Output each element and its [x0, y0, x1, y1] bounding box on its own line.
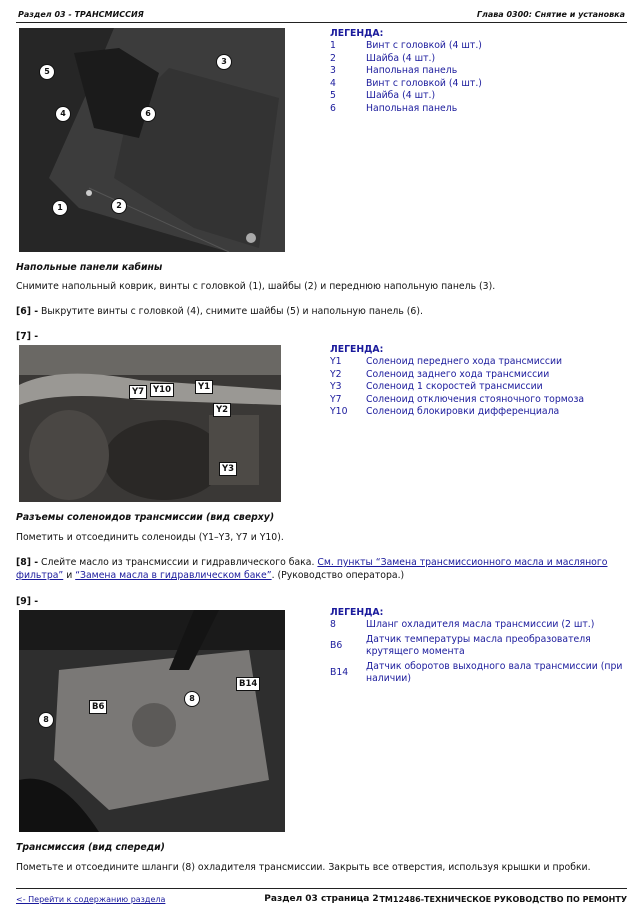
- step-number: [8] -: [16, 557, 39, 568]
- legend-row: Y1 Соленоид переднего хода трансмиссии: [330, 356, 563, 367]
- legend-row: 1 Винт с головкой (4 шт.): [330, 40, 482, 51]
- step-number: [7] -: [16, 331, 39, 342]
- instruction-text: Пометить и отсоединить соленоиды (Y1–Y3, Y7 и Y10).: [16, 532, 284, 543]
- link-transmission-oil[interactable]: См. пункты “Замена трансмиссионного масла и масляного фильтра”: [16, 557, 608, 581]
- legend-row: 4 Винт с головкой (4 шт.): [330, 77, 482, 89]
- transmission-front-photo: [19, 610, 285, 832]
- chapter-title: Глава 0300: Снятие и установка: [476, 10, 625, 19]
- step-7: [16, 330, 627, 343]
- callout-2: 2: [111, 198, 127, 214]
- legend-row: 6 Напольная панель: [330, 102, 458, 114]
- callout-8-right: 8: [184, 691, 200, 707]
- label-y2: Y2: [213, 403, 231, 417]
- step-8: [8] - Слейте масло из трансмиссии и гидравлического бака. См. пункты “Замена трансмиссионного масла и масляного фильтра” и “Замена масла в гидравлическом баке”. (Руководство оператора.): [16, 557, 608, 581]
- step-text: Выкрутите винты с головкой (4), снимите шайбы (5) и напольную панель (6).: [38, 306, 423, 317]
- legend-row: 8 Шланг охладителя масла трансмиссии (2 шт.): [330, 619, 595, 630]
- legend-row: B6 Датчик температуры масла преобразователя крутящего момента: [330, 633, 591, 658]
- legend-figure1: [330, 28, 625, 116]
- manual-title: TM12486-ТЕХНИЧЕСКОЕ РУКОВОДСТВО ПО РЕМОНТУ: [379, 895, 627, 904]
- cab-floor-photo: [19, 28, 285, 252]
- figure2-caption: Разъемы соленоидов трансмиссии (вид сверху): [16, 512, 275, 523]
- step-text: Слейте масло из трансмиссии и гидравлического бака.: [38, 557, 318, 568]
- legend-row: 3 Напольная панель: [330, 65, 458, 77]
- instruction-text: Снимите напольный коврик, винты с головкой (1), шайбы (2) и переднюю напольную панель (3).: [16, 281, 496, 292]
- legend-title: ЛЕГЕНДА:: [330, 28, 384, 39]
- legend-figure2: [330, 344, 625, 419]
- figure1-caption: Напольные панели кабины: [16, 262, 163, 273]
- legend-row: Y2 Соленоид заднего хода трансмиссии: [330, 368, 550, 380]
- legend-figure3: [330, 607, 625, 686]
- label-b6: B6: [89, 700, 107, 714]
- callout-8-left: 8: [38, 712, 54, 728]
- legend-row: 2 Шайба (4 шт.): [330, 52, 436, 64]
- legend-row: Y10 Соленоид блокировки дифференциала: [330, 406, 560, 418]
- legend-title: ЛЕГЕНДА:: [330, 607, 384, 618]
- legend-row: Y3 Соленоид 1 скоростей трансмиссии: [330, 381, 543, 393]
- legend-row: Y7 Соленоид отключения стояночного тормоза: [330, 393, 585, 405]
- callout-4: 4: [55, 106, 71, 122]
- instruction-text: Пометьте и отсоедините шланги (8) охладителя трансмиссии. Закрыть все отверстия, используя крышки и пробки.: [16, 862, 591, 873]
- solenoid-connectors-photo: [19, 345, 281, 502]
- callout-6: 6: [140, 106, 156, 122]
- label-b14: B14: [236, 677, 260, 691]
- page-number: Раздел 03 страница 2: [264, 894, 379, 904]
- page-footer: [16, 888, 627, 911]
- label-y7: Y7: [129, 385, 147, 399]
- legend-row: B14 Датчик оборотов выходного вала трансмиссии (при наличии): [330, 660, 623, 685]
- step-number: [6] -: [16, 306, 39, 317]
- link-hydraulic-oil[interactable]: “Замена масла в гидравлическом баке”: [75, 570, 272, 581]
- label-y3: Y3: [219, 462, 237, 476]
- legend-row: 5 Шайба (4 шт.): [330, 90, 436, 102]
- callout-3: 3: [216, 54, 232, 70]
- label-y10: Y10: [150, 383, 174, 397]
- back-to-contents-link[interactable]: <- Перейти к содержанию раздела: [16, 895, 166, 904]
- callout-5: 5: [39, 64, 55, 80]
- page-header: [16, 6, 627, 23]
- section-title: Раздел 03 - ТРАНСМИССИЯ: [18, 10, 144, 19]
- label-y1: Y1: [195, 380, 213, 394]
- legend-title: ЛЕГЕНДА:: [330, 344, 384, 355]
- callout-1: 1: [52, 200, 68, 216]
- step-number: [9] -: [16, 596, 39, 607]
- figure3-caption: Трансмиссия (вид спереди): [16, 842, 165, 853]
- step-6: [16, 305, 627, 318]
